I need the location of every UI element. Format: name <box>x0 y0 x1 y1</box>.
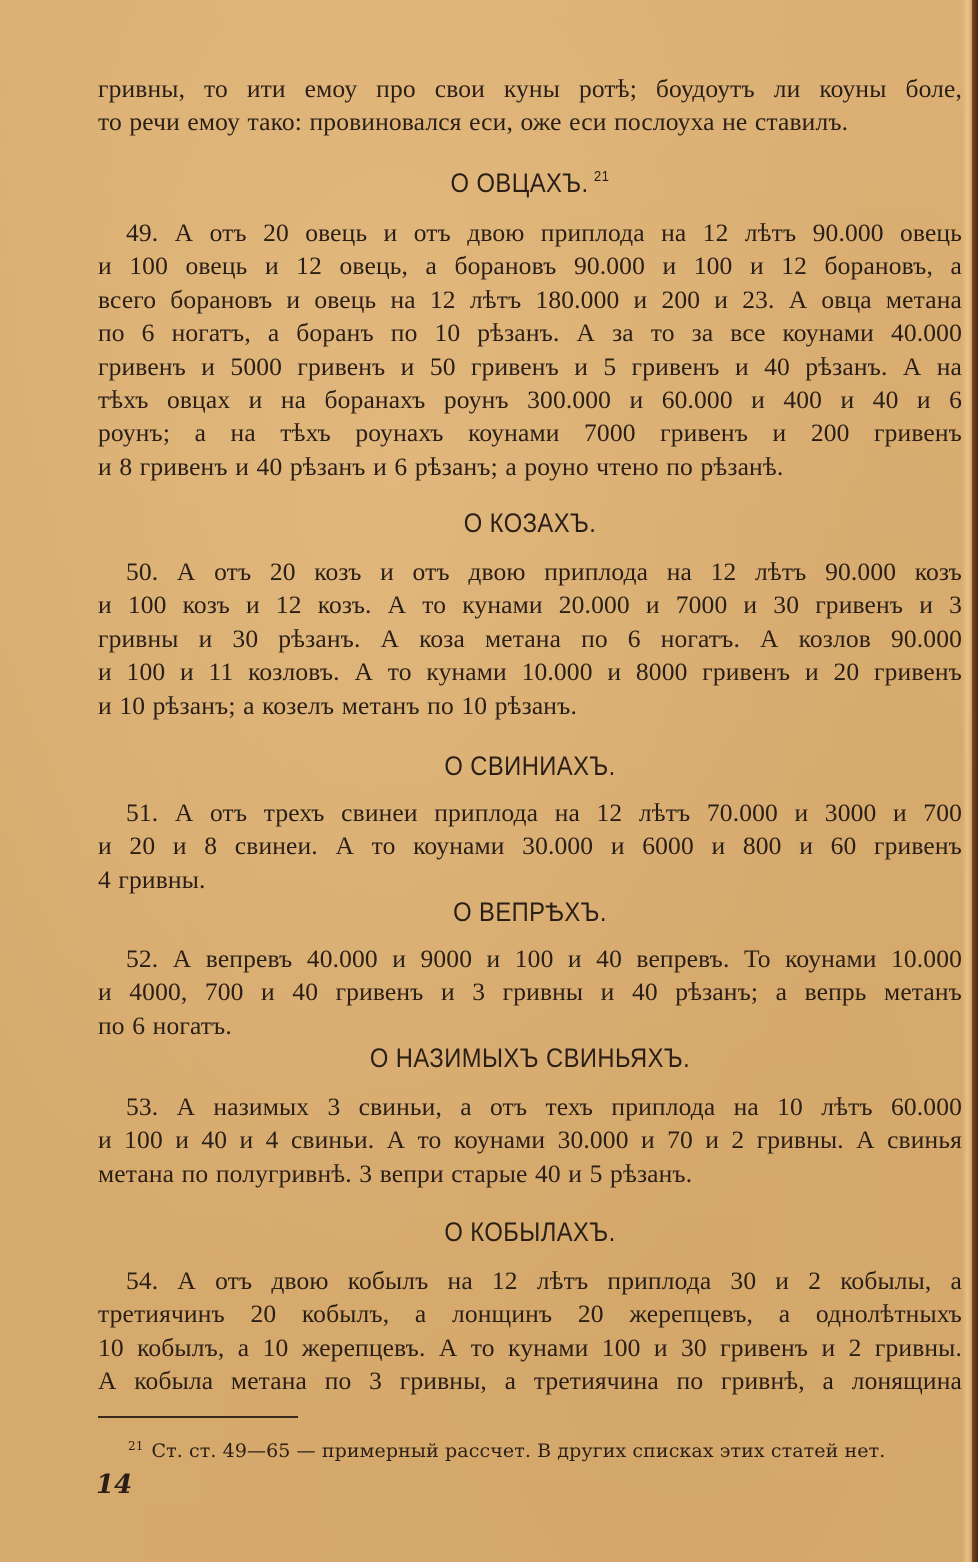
footnote-marker: 21 <box>128 1439 144 1453</box>
article-54 <box>98 1264 962 1398</box>
text-line: и 4000, 700 и 40 гривенъ и 3 гривны и 40 рѣзанъ; а вепрь метанъ <box>98 977 962 1007</box>
text-line: и 20 и 8 свинеи. А то коунами 30.000 и 6000 и 800 и 60 гривенъ <box>98 831 962 861</box>
section-heading-pigs <box>150 751 910 782</box>
text-line: 51. А отъ трехъ свинеи приплода на 12 лѣтъ 70.000 и 3000 и 700 <box>126 798 962 827</box>
text-line: 49. А отъ 20 овець и отъ двою приплода на 12 лѣтъ 90.000 овець <box>126 218 962 247</box>
text-line: и 100 и 11 козловъ. А то кунами 10.000 и 8000 гривенъ и 20 гривенъ <box>98 657 962 687</box>
text-line: и 100 овець и 12 овець, а борановъ 90.000 и 100 и 12 борановъ, а <box>98 251 962 281</box>
heading-text: О ВЕПРѢХЪ. <box>453 897 607 927</box>
text-line: гривны и 30 рѣзанъ. А коза метана по 6 ногатъ. А козлов 90.000 <box>98 623 962 653</box>
page-binding-edge <box>972 0 978 1562</box>
footnote-divider <box>98 1416 298 1418</box>
text-line: и 10 рѣзанъ; а козелъ метанъ по 10 рѣзанъ. <box>98 690 577 720</box>
article-49 <box>98 216 962 483</box>
footnote-text: Ст. ст. 49—65 — примерный рассчет. В других списках этих статей нет. <box>151 1440 886 1462</box>
continuation-paragraph <box>98 72 962 139</box>
text-line: роунъ; а на тѣхъ роунахъ коунами 7000 гривенъ и 200 гривенъ <box>98 418 962 448</box>
heading-text: О НАЗИМЫХЪ СВИНЬЯХЪ. <box>369 1043 691 1073</box>
text-line: гривны, то ити емоу про свои куны ротѣ; боудоутъ ли коуны боле, <box>98 74 962 103</box>
text-line: 4 гривны. <box>98 864 206 894</box>
article-53 <box>98 1090 962 1190</box>
text-line: А кобыла метана по 3 гривны, а третиячина по гривнѣ, а лонящина <box>98 1366 962 1396</box>
text-line: тѣхъ овцах и на боранахъ роунъ 300.000 и 60.000 и 400 и 40 и 6 <box>98 384 962 414</box>
text-line: по 6 ногатъ. <box>98 1010 232 1040</box>
section-heading-sheep <box>150 168 910 199</box>
article-52 <box>98 942 962 1042</box>
text-line: третиячинъ 20 кобылъ, а лонщинъ 20 жерепцевъ, а однолѣтныхъ <box>98 1299 962 1329</box>
footnote <box>128 1432 962 1465</box>
text-line: всего борановъ и овець на 12 лѣтъ 180.000 и 200 и 23. А овца метана <box>98 284 962 314</box>
page-number: 14 <box>96 1470 133 1500</box>
article-51 <box>98 796 962 896</box>
text-line: 50. А отъ 20 козъ и отъ двою приплода на 12 лѣтъ 90.000 козъ <box>126 557 962 586</box>
text-line: и 8 гривенъ и 40 рѣзанъ и 6 рѣзанъ; а роуно чтено по рѣзанѣ. <box>98 451 784 481</box>
text-line: гривенъ и 5000 гривенъ и 50 гривенъ и 5 гривенъ и 40 рѣзанъ. А на <box>98 351 962 381</box>
page-edge-highlight <box>962 0 972 1562</box>
footnote-ref: 21 <box>593 168 610 185</box>
section-heading-young-pigs <box>150 1043 910 1074</box>
text-line: 10 кобылъ, а 10 жерепцевъ. А то кунами 100 и 30 гривенъ и 2 гривны. <box>98 1332 962 1362</box>
section-heading-boars <box>150 897 910 928</box>
text-line: 53. А назимых 3 свиньи, а отъ техъ приплода на 10 лѣтъ 60.000 <box>126 1092 962 1121</box>
heading-text: О ОВЦАХЪ. <box>450 168 589 198</box>
text-line: то речи емоу тако: провиновался еси, оже еси послоуха не ставилъ. <box>98 107 849 137</box>
text-line: по 6 ногатъ, а боранъ по 10 рѣзанъ. А за то за все коунами 40.000 <box>98 318 962 348</box>
article-50 <box>98 555 962 722</box>
heading-text: О КОБЫЛАХЪ. <box>444 1217 616 1247</box>
section-heading-goats <box>150 508 910 539</box>
text-line: 54. А отъ двою кобылъ на 12 лѣтъ приплода 30 и 2 кобылы, а <box>126 1266 962 1295</box>
text-line: метана по полугривнѣ. 3 вепри старые 40 и 5 рѣзанъ. <box>98 1158 693 1188</box>
text-line: и 100 и 40 и 4 свиньи. А то коунами 30.000 и 70 и 2 гривны. А свинья <box>98 1125 962 1155</box>
text-line: 52. А вепревъ 40.000 и 9000 и 100 и 40 вепревъ. То коунами 10.000 <box>126 944 962 973</box>
section-heading-mares <box>150 1217 910 1248</box>
text-line: и 100 козъ и 12 козъ. А то кунами 20.000 и 7000 и 30 гривенъ и 3 <box>98 590 962 620</box>
heading-text: О СВИНИАХЪ. <box>444 751 616 781</box>
heading-text: О КОЗАХЪ. <box>463 508 597 538</box>
